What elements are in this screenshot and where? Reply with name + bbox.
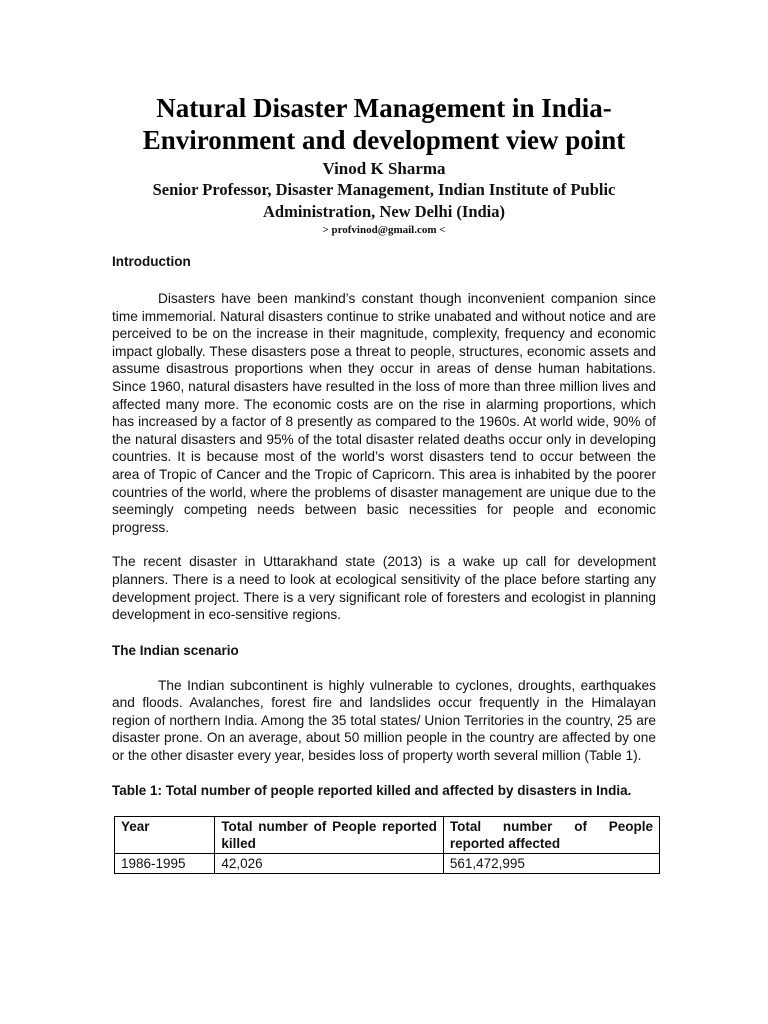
author-name: Vinod K Sharma [322,159,446,178]
author-email: > profvinod@gmail.com < [322,224,446,236]
table-header-cell: Total number of People reported killed [215,816,444,853]
table-header-cell: Total number of People reported affected [443,816,659,853]
intro-paragraph-2: The recent disaster in Uttarakhand state (2013) is a wake up call for development planners. There is a need to look at ecological sensitivity of the place before starting any development project. There is a very significant role of foresters and ecologist in planning development in eco-sensitive regions. [112,554,656,623]
table-header-cell: Year [115,816,215,853]
table-row [115,853,660,873]
table-caption: Table 1: Total number of people reported killed and affected by disasters in India. [112,782,632,798]
disaster-table [114,816,660,874]
paper-title [112,92,656,156]
title-line-2: Environment and development view point [142,125,626,155]
table-cell: 561,472,995 [443,853,659,873]
table-header-row [115,816,660,853]
table-cell: 1986-1995 [115,853,215,873]
table-cell: 42,026 [215,853,444,873]
author-affiliation [112,179,656,223]
affiliation-line-1: Senior Professor, Disaster Management, Indian Institute of Public [152,180,616,199]
section-heading-introduction: Introduction [112,254,191,269]
affiliation-line-2: Administration, New Delhi (India) [262,202,505,221]
indian-scenario-paragraph-1: The Indian subcontinent is highly vulnerable to cyclones, droughts, earthquakes and floods. Avalanches, forest fire and landslides occur frequently in the Himalayan region of northern India. Among the 35 total states/ Union Territories in the country, 25 are disaster prone. On an average, about 50 million people in the country are affected by one or the other disaster every year, besides loss of property worth several million (Table 1). [112,677,656,764]
section-heading-indian-scenario: The Indian scenario [112,642,239,658]
intro-paragraph-1: Disasters have been mankind’s constant though inconvenient companion since time immemorial. Natural disasters continue to strike unabated and without notice and are perceived to be on the increase in their magnitude, complexity, frequency and economic impact globally. These disasters pose a threat to people, structures, economic assets and assume disastrous proportions when they occur in areas of dense human habitations. Since 1960, natural disasters have resulted in the loss of more than three million lives and affected many more. The economic costs are on the rise in alarming proportions, which has increased by a factor of 8 presently as compared to the 1960s. At world wide, 90% of the natural disasters and 95% of the total disaster related deaths occur only in developing countries. It is because most of the world’s worst disasters tend to occur between the area of Tropic of Cancer and the Tropic of Capricorn. This area is inhabited by the poorer countries of the world, where the problems of disaster management are unique due to the seemingly competing needs between basic necessities for people and economic progress. [112,291,656,535]
title-line-1: Natural Disaster Management in India- [156,93,612,123]
